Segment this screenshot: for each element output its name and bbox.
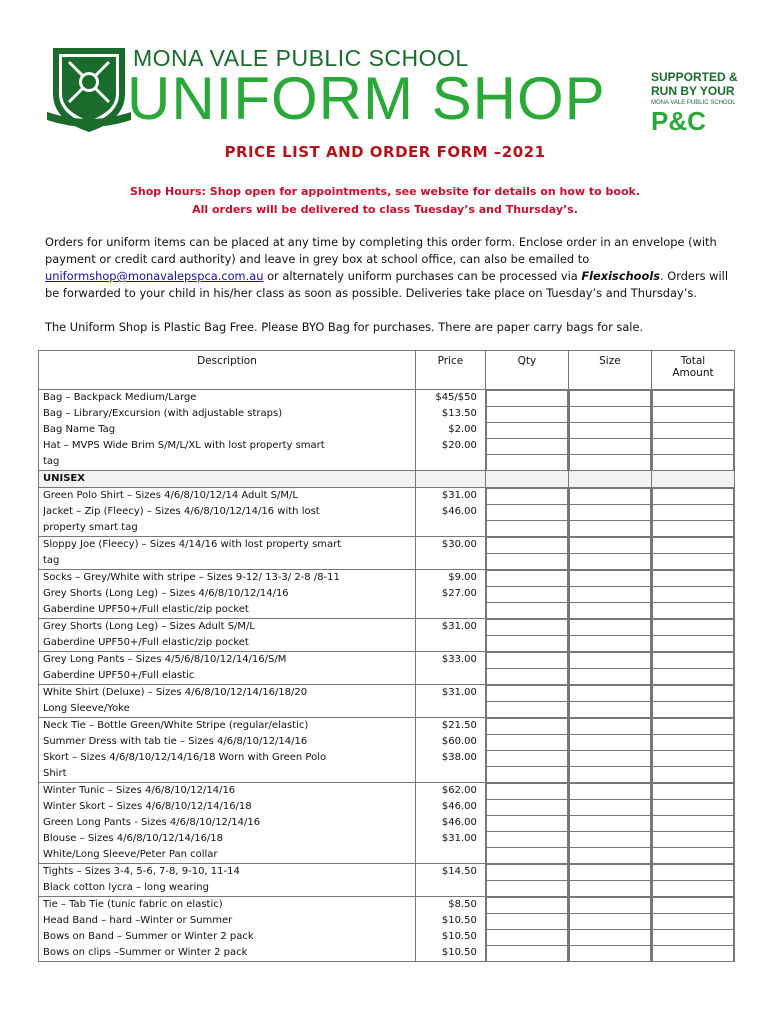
description-line: Long Sleeve/Yoke	[43, 703, 130, 714]
intro-paragraph	[45, 234, 735, 302]
section-cell	[415, 471, 485, 488]
item-description	[39, 897, 416, 962]
qty-input-cell[interactable]	[485, 390, 568, 471]
size-field[interactable]	[569, 391, 650, 407]
qty-field[interactable]	[486, 620, 567, 636]
price-line: $46.00	[441, 506, 477, 517]
size-field[interactable]	[569, 636, 650, 652]
item-description	[39, 685, 416, 718]
qty-field[interactable]	[486, 653, 567, 669]
total-field[interactable]	[652, 865, 733, 881]
price-line	[416, 602, 477, 618]
school-name: MONA VALE PUBLIC SCHOOL	[133, 45, 469, 71]
qty-field[interactable]	[486, 587, 567, 603]
size-field[interactable]	[569, 587, 650, 603]
section-label: UNISEX	[39, 471, 416, 488]
price-line: $31.00	[441, 687, 477, 698]
description-line: Socks – Grey/White with stripe – Sizes 9-12/ 13-3/ 2-8 /8-11	[43, 572, 340, 583]
size-input-cell[interactable]	[568, 488, 651, 537]
total-field[interactable]	[652, 946, 733, 962]
total-field[interactable]	[652, 653, 733, 669]
price-line: $46.00	[441, 801, 477, 812]
item-description	[39, 488, 416, 537]
total-input-cell[interactable]	[651, 864, 734, 897]
price-line: $10.50	[441, 915, 477, 926]
size-field[interactable]	[569, 653, 650, 669]
section-cell	[568, 471, 651, 488]
description-line: Grey Long Pants – Sizes 4/5/6/8/10/12/14/16/S/M	[43, 654, 287, 665]
price-line: $62.00	[441, 785, 477, 796]
qty-field[interactable]	[486, 751, 567, 767]
total-input-cell[interactable]	[651, 537, 734, 570]
description-line: tag	[43, 555, 60, 566]
size-input-cell[interactable]	[568, 537, 651, 570]
group-1-rows	[39, 390, 735, 471]
qty-field[interactable]	[486, 735, 567, 751]
description-line: White/Long Sleeve/Peter Pan collar	[43, 849, 218, 860]
item-price	[415, 864, 485, 897]
size-field[interactable]	[569, 881, 650, 897]
qty-field[interactable]	[486, 702, 567, 718]
size-field[interactable]	[569, 767, 650, 783]
description-line: Gaberdine UPF50+/Full elastic	[43, 670, 195, 681]
qty-field[interactable]	[486, 439, 567, 455]
section-cell	[485, 471, 568, 488]
total-field[interactable]	[652, 767, 733, 783]
item-price	[415, 488, 485, 537]
description-line: Green Polo Shirt – Sizes 4/6/8/10/12/14 Adult S/M/L	[43, 490, 298, 501]
price-line: $38.00	[441, 752, 477, 763]
description-line: Winter Skort – Sizes 4/6/8/10/12/14/16/18	[43, 801, 252, 812]
qty-input-cell[interactable]	[485, 652, 568, 685]
description-line: Gaberdine UPF50+/Full elastic/zip pocket	[43, 637, 249, 648]
size-field[interactable]	[569, 719, 650, 735]
price-line	[416, 880, 477, 896]
total-field[interactable]	[652, 620, 733, 636]
table-row	[39, 685, 735, 718]
size-field[interactable]	[569, 407, 650, 423]
total-input-cell[interactable]	[651, 897, 734, 962]
total-field[interactable]	[652, 521, 733, 537]
price-line	[416, 454, 477, 470]
total-field[interactable]	[652, 800, 733, 816]
total-field[interactable]	[652, 439, 733, 455]
item-price	[415, 718, 485, 783]
price-line	[416, 668, 477, 684]
price-line	[416, 520, 477, 536]
school-crest-logo	[47, 42, 131, 134]
total-field[interactable]	[652, 505, 733, 521]
qty-field[interactable]	[486, 505, 567, 521]
description-line: Black cotton lycra – long wearing	[43, 882, 209, 893]
intro-text-3: . Orders will be forwarded to your child in his/her class as soon as possible. Deliveries take place on Tuesday’s and Thursday’s.	[45, 269, 728, 300]
size-field[interactable]	[569, 914, 650, 930]
price-line: $10.50	[441, 947, 477, 958]
size-input-cell[interactable]	[568, 619, 651, 652]
description-line: Bag Name Tag	[43, 424, 116, 435]
header-price: Price	[415, 351, 485, 390]
total-input-cell[interactable]	[651, 685, 734, 718]
size-field[interactable]	[569, 686, 650, 702]
header	[45, 40, 738, 140]
total-field[interactable]	[652, 391, 733, 407]
total-field[interactable]	[652, 669, 733, 685]
description-line: Bag – Backpack Medium/Large	[43, 392, 197, 403]
item-description	[39, 652, 416, 685]
qty-input-cell[interactable]	[485, 783, 568, 864]
size-field[interactable]	[569, 735, 650, 751]
total-input-cell[interactable]	[651, 570, 734, 619]
qty-field[interactable]	[486, 603, 567, 619]
header-size: Size	[568, 351, 651, 390]
shop-hours	[0, 183, 770, 219]
size-input-cell[interactable]	[568, 783, 651, 864]
description-line: White Shirt (Deluxe) – Sizes 4/6/8/10/12/14/16/18/20	[43, 687, 308, 698]
price-line: $27.00	[441, 588, 477, 599]
description-line: Jacket – Zip (Fleecy) – Sizes 4/6/8/10/12/14/16 with lost	[43, 506, 320, 517]
description-line: Head Band – hard –Winter or Summer	[43, 915, 233, 926]
item-description	[39, 783, 416, 864]
item-description	[39, 390, 416, 471]
header-total-line-1: Total	[680, 355, 706, 367]
size-field[interactable]	[569, 832, 650, 848]
total-field[interactable]	[652, 930, 733, 946]
qty-field[interactable]	[486, 800, 567, 816]
total-field[interactable]	[652, 848, 733, 864]
item-price	[415, 619, 485, 652]
email-link[interactable]: uniformshop@monavalepspca.com.au	[45, 269, 264, 283]
total-field[interactable]	[652, 832, 733, 848]
table-row	[39, 783, 735, 864]
size-field[interactable]	[569, 455, 650, 471]
qty-field[interactable]	[486, 521, 567, 537]
qty-field[interactable]	[486, 914, 567, 930]
size-field[interactable]	[569, 930, 650, 946]
size-input-cell[interactable]	[568, 652, 651, 685]
total-input-cell[interactable]	[651, 390, 734, 471]
table-row	[39, 570, 735, 619]
description-line: Skort – Sizes 4/6/8/10/12/14/16/18 Worn with Green Polo	[43, 752, 327, 763]
description-line: Summer Dress with tab tie – Sizes 4/6/8/10/12/14/16	[43, 736, 308, 747]
size-field[interactable]	[569, 439, 650, 455]
byo-note: The Uniform Shop is Plastic Bag Free. Please BYO Bag for purchases. There are paper carry bags for sale.	[45, 320, 644, 334]
description-line: Gaberdine UPF50+/Full elastic/zip pocket	[43, 604, 249, 615]
qty-field[interactable]	[486, 784, 567, 800]
qty-field[interactable]	[486, 391, 567, 407]
description-line: Grey Shorts (Long Leg) – Sizes Adult S/M/L	[43, 621, 255, 632]
description-line: Tights – Sizes 3-4, 5-6, 7-8, 9-10, 11-14	[43, 866, 240, 877]
price-line: $21.50	[441, 720, 477, 731]
item-price	[415, 570, 485, 619]
size-field[interactable]	[569, 538, 650, 554]
shop-title: UNIFORM SHOP	[127, 65, 606, 132]
price-line: $60.00	[441, 736, 477, 747]
flexischools-text: Flexischools	[581, 269, 661, 283]
supported-line-3: MONA VALE PUBLIC SCHOOL	[651, 100, 736, 106]
description-line: Winter Tunic – Sizes 4/6/8/10/12/14/16	[43, 785, 236, 796]
qty-field[interactable]	[486, 636, 567, 652]
total-field[interactable]	[652, 489, 733, 505]
size-input-cell[interactable]	[568, 718, 651, 783]
price-line	[416, 847, 477, 863]
item-price	[415, 783, 485, 864]
size-input-cell[interactable]	[568, 685, 651, 718]
size-input-cell[interactable]	[568, 390, 651, 471]
description-line: Bag – Library/Excursion (with adjustable straps)	[43, 408, 283, 419]
table-row	[39, 537, 735, 570]
price-line: $9.00	[448, 572, 477, 583]
size-field[interactable]	[569, 489, 650, 505]
intro-text-1: Orders for uniform items can be placed at any time by completing this order form. Enclose order in an envelope (with payment or credit card authority) and leave in grey box at school office, can also be emailed to	[45, 235, 717, 266]
total-field[interactable]	[652, 538, 733, 554]
size-field[interactable]	[569, 800, 650, 816]
size-field[interactable]	[569, 571, 650, 587]
description-line: Bows on clips –Summer or Winter 2 pack	[43, 947, 248, 958]
size-field[interactable]	[569, 784, 650, 800]
total-field[interactable]	[652, 702, 733, 718]
total-field[interactable]	[652, 603, 733, 619]
total-field[interactable]	[652, 636, 733, 652]
size-field[interactable]	[569, 816, 650, 832]
size-input-cell[interactable]	[568, 897, 651, 962]
description-line: Neck Tie – Bottle Green/White Stripe (regular/elastic)	[43, 720, 309, 731]
qty-field[interactable]	[486, 898, 567, 914]
qty-field[interactable]	[486, 423, 567, 439]
price-line	[416, 766, 477, 782]
size-field[interactable]	[569, 751, 650, 767]
total-input-cell[interactable]	[651, 488, 734, 537]
qty-field[interactable]	[486, 554, 567, 570]
qty-input-cell[interactable]	[485, 897, 568, 962]
qty-field[interactable]	[486, 719, 567, 735]
price-line	[416, 553, 477, 569]
price-line: $8.50	[448, 899, 477, 910]
qty-field[interactable]	[486, 832, 567, 848]
table-header-row	[39, 351, 735, 390]
total-input-cell[interactable]	[651, 783, 734, 864]
size-field[interactable]	[569, 423, 650, 439]
price-line: $31.00	[441, 621, 477, 632]
qty-field[interactable]	[486, 848, 567, 864]
description-line: property smart tag	[43, 522, 138, 533]
price-line: $30.00	[441, 539, 477, 550]
price-line: $46.00	[441, 817, 477, 828]
qty-field[interactable]	[486, 865, 567, 881]
item-description	[39, 864, 416, 897]
size-field[interactable]	[569, 669, 650, 685]
total-field[interactable]	[652, 914, 733, 930]
size-field[interactable]	[569, 521, 650, 537]
description-line: Sloppy Joe (Fleecy) – Sizes 4/14/16 with lost property smart	[43, 539, 342, 550]
price-line: $14.50	[441, 866, 477, 877]
total-input-cell[interactable]	[651, 652, 734, 685]
qty-input-cell[interactable]	[485, 718, 568, 783]
price-line: $45/$50	[435, 392, 477, 403]
table-row	[39, 488, 735, 537]
section-row-unisex	[39, 471, 735, 488]
total-field[interactable]	[652, 881, 733, 897]
item-price	[415, 652, 485, 685]
qty-field[interactable]	[486, 407, 567, 423]
price-line: $31.00	[441, 490, 477, 501]
item-description	[39, 718, 416, 783]
table-row	[39, 652, 735, 685]
total-field[interactable]	[652, 898, 733, 914]
unisex-rows	[39, 488, 735, 962]
table-row	[39, 897, 735, 962]
qty-input-cell[interactable]	[485, 864, 568, 897]
description-line: Shirt	[43, 768, 67, 779]
item-description	[39, 537, 416, 570]
total-field[interactable]	[652, 751, 733, 767]
size-field[interactable]	[569, 848, 650, 864]
item-price	[415, 537, 485, 570]
price-line: $2.00	[448, 424, 477, 435]
qty-field[interactable]	[486, 538, 567, 554]
size-input-cell[interactable]	[568, 864, 651, 897]
size-input-cell[interactable]	[568, 570, 651, 619]
description-line: Tie – Tab Tie (tunic fabric on elastic)	[43, 899, 223, 910]
description-line: Blouse – Sizes 4/6/8/10/12/14/16/18	[43, 833, 224, 844]
qty-field[interactable]	[486, 571, 567, 587]
table-row	[39, 619, 735, 652]
qty-field[interactable]	[486, 816, 567, 832]
price-line	[416, 701, 477, 717]
total-input-cell[interactable]	[651, 718, 734, 783]
hours-line-1: Shop Hours: Shop open for appointments, see website for details on how to book.	[129, 185, 641, 198]
total-field[interactable]	[652, 735, 733, 751]
qty-field[interactable]	[486, 767, 567, 783]
price-line	[416, 635, 477, 651]
total-input-cell[interactable]	[651, 619, 734, 652]
header-qty: Qty	[485, 351, 568, 390]
qty-field[interactable]	[486, 686, 567, 702]
intro-text-2: or alternately uniform purchases can be processed via	[263, 269, 582, 283]
qty-input-cell[interactable]	[485, 570, 568, 619]
size-field[interactable]	[569, 865, 650, 881]
order-table	[38, 350, 735, 962]
description-line: Grey Shorts (Long Leg) – Sizes 4/6/8/10/12/14/16	[43, 588, 289, 599]
description-line: Green Long Pants - Sizes 4/6/8/10/12/14/16	[43, 817, 261, 828]
hours-line-2: All orders will be delivered to class Tuesday’s and Thursday’s.	[192, 203, 578, 216]
table-row	[39, 718, 735, 783]
qty-field[interactable]	[486, 669, 567, 685]
price-line: $33.00	[441, 654, 477, 665]
description-line: Hat – MVPS Wide Brim S/M/L/XL with lost property smart	[43, 440, 325, 451]
qty-field[interactable]	[486, 930, 567, 946]
qty-field[interactable]	[486, 946, 567, 962]
size-field[interactable]	[569, 946, 650, 962]
total-field[interactable]	[652, 554, 733, 570]
qty-field[interactable]	[486, 489, 567, 505]
header-description: Description	[39, 351, 416, 390]
qty-field[interactable]	[486, 881, 567, 897]
item-description	[39, 619, 416, 652]
item-price	[415, 897, 485, 962]
total-field[interactable]	[652, 816, 733, 832]
table-row	[39, 390, 735, 471]
price-line: $13.50	[441, 408, 477, 419]
total-field[interactable]	[652, 587, 733, 603]
size-field[interactable]	[569, 505, 650, 521]
pc-logo: P&C	[651, 106, 706, 136]
total-field[interactable]	[652, 719, 733, 735]
total-field[interactable]	[652, 686, 733, 702]
total-field[interactable]	[652, 407, 733, 423]
price-line: $31.00	[441, 833, 477, 844]
item-price	[415, 685, 485, 718]
total-field[interactable]	[652, 423, 733, 439]
qty-input-cell[interactable]	[485, 619, 568, 652]
header-total	[651, 351, 734, 390]
price-line: $10.50	[441, 931, 477, 942]
item-description	[39, 570, 416, 619]
total-field[interactable]	[652, 571, 733, 587]
description-line: tag	[43, 456, 60, 467]
qty-field[interactable]	[486, 455, 567, 471]
total-field[interactable]	[652, 455, 733, 471]
size-field[interactable]	[569, 603, 650, 619]
qty-input-cell[interactable]	[485, 488, 568, 537]
price-line: $20.00	[441, 440, 477, 451]
description-line: Bows on Band – Summer or Winter 2 pack	[43, 931, 254, 942]
qty-input-cell[interactable]	[485, 685, 568, 718]
header-total-line-2: Amount	[672, 367, 714, 379]
size-field[interactable]	[569, 702, 650, 718]
supported-line-2: RUN BY YOUR	[651, 84, 735, 98]
section-cell	[651, 471, 734, 488]
size-field[interactable]	[569, 620, 650, 636]
total-field[interactable]	[652, 784, 733, 800]
size-field[interactable]	[569, 898, 650, 914]
qty-input-cell[interactable]	[485, 537, 568, 570]
size-field[interactable]	[569, 554, 650, 570]
form-title: PRICE LIST AND ORDER FORM –2021	[224, 143, 546, 161]
item-price	[415, 390, 485, 471]
table-row	[39, 864, 735, 897]
supported-line-1: SUPPORTED &	[651, 70, 738, 84]
